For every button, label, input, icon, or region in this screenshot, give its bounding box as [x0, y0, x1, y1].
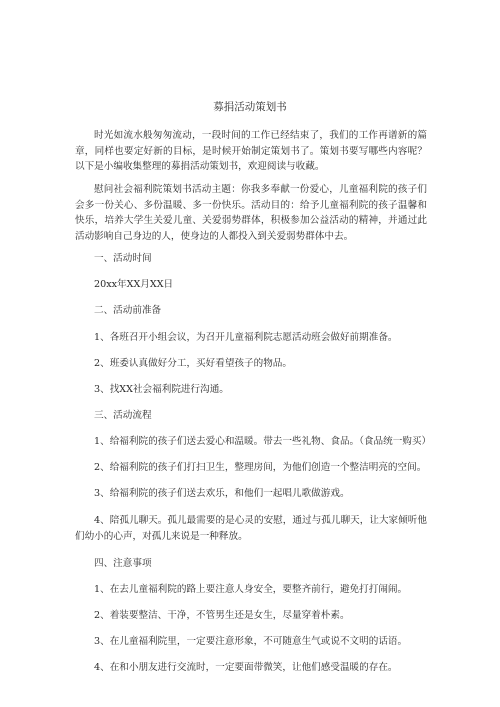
document-title: 募捐活动策划书	[213, 101, 287, 113]
list-item: 1、在去儿童福利院的路上要注意人身安全，要整齐前行，避免打打闹闹。	[94, 584, 408, 595]
list-item: 3、找XX社会福利院进行沟通。	[94, 384, 229, 395]
section-heading-process: 三、活动流程	[94, 410, 152, 421]
list-item: 4、陪孤儿聊天。孤儿最需要的是心灵的安慰，通过与孤儿聊天，让大家倾听他们幼小的心声，对孤儿来说是一种释放。	[75, 515, 427, 542]
section-heading-preparation: 二、活动前准备	[94, 305, 162, 316]
theme-paragraph: 慰问社会福利院策划书活动主题：你我多奉献一份爱心，儿童福利院的孩子们会多一份关心、多份温暖、多一份快乐。活动目的：给予儿童福利院的孩子温馨和快乐，培养大学生关爱儿童、关爱弱势群体，积极参加公益活动的精神，并通过此活动影响自己身边的人，使身边的人都投入到关爱弱势群体中去。	[75, 184, 427, 242]
list-item: 1、各班召开小组会议，为召开儿童福利院志愿活动班会做好前期准备。	[94, 332, 398, 343]
intro-paragraph: 时光如流水般匆匆流动，一段时间的工作已经结束了，我们的工作再谱新的篇章，同样也要定好新的目标，是时候开始制定策划书了。策划书要写哪些内容呢？以下是小编收集整理的募捐活动策划书，欢迎阅读与收藏。	[75, 130, 427, 172]
activity-date: 20xx年XX月XX日	[94, 279, 174, 290]
list-item: 2、着装要整洁、干净，不管男生还是女生，尽量穿着朴素。	[94, 610, 350, 621]
section-heading-notes: 四、注意事项	[94, 558, 152, 569]
list-item: 1、给福利院的孩子们送去爱心和温暖。带去一些礼物、食品。（食品统一购买）	[94, 436, 432, 447]
list-item: 2、班委认真做好分工，买好看望孩子的物品。	[94, 358, 292, 369]
section-heading-time: 一、活动时间	[94, 253, 152, 264]
list-item: 4、在和小朋友进行交流时，一定要面带微笑，让他们感受温暖的存在。	[94, 662, 398, 673]
list-item: 3、给福利院的孩子们送去欢乐，和他们一起唱儿歌做游戏。	[94, 488, 350, 499]
list-item: 2、给福利院的孩子们打扫卫生，整理房间，为他们创造一个整洁明亮的空间。	[94, 462, 427, 473]
list-item: 3、在儿童福利院里，一定要注意形象，不可随意生气或说不文明的话语。	[94, 636, 408, 647]
